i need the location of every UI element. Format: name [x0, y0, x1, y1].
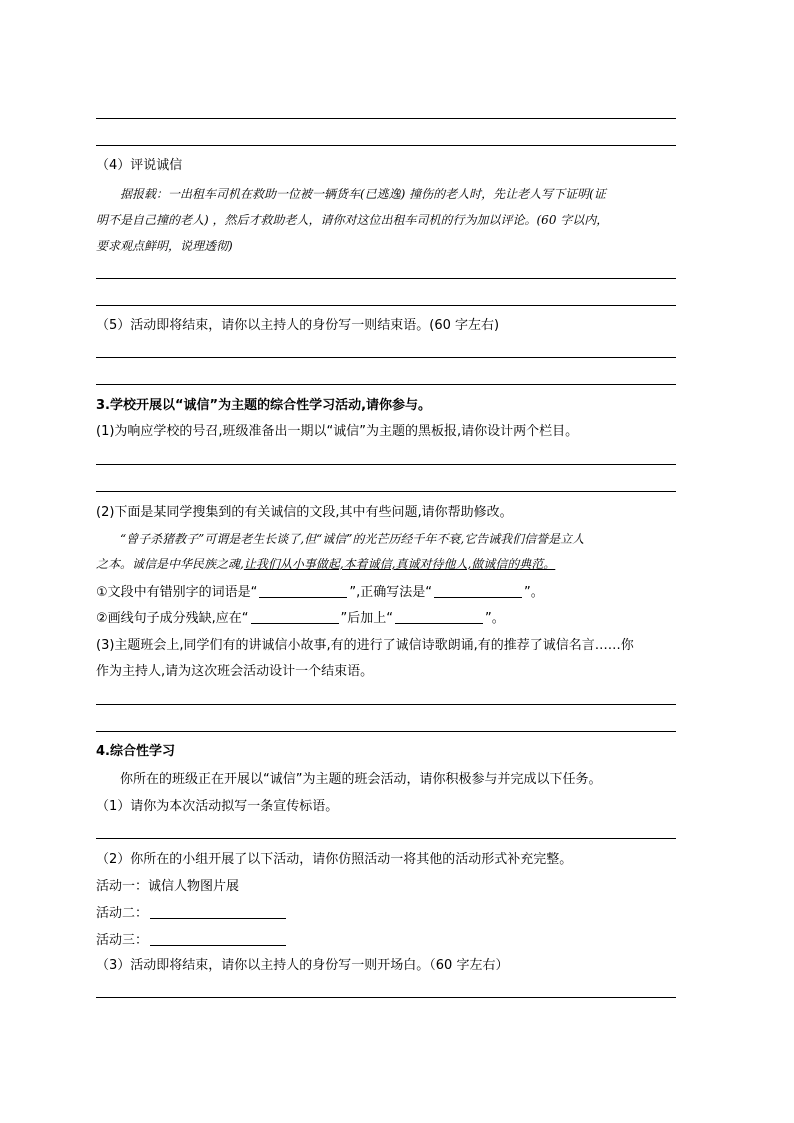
answer-line — [96, 278, 676, 279]
answer-line — [96, 997, 676, 998]
answer-line — [96, 731, 676, 732]
activity-2-label: 活动二： — [96, 906, 149, 921]
q4-body-line-3: 要求观点鲜明，说理透彻) — [96, 239, 233, 253]
activity-3-label: 活动三： — [96, 933, 149, 948]
answer-line — [96, 357, 676, 358]
activity-3 — [96, 932, 286, 949]
fill-blank-wrong-word[interactable] — [259, 584, 347, 598]
answer-line — [96, 118, 676, 119]
item-1-text-c: ”。 — [524, 585, 544, 600]
item-2-text-a: ②画线句子成分残缺,应在“ — [96, 611, 249, 626]
answer-line — [96, 464, 676, 465]
activity-1: 活动一：诚信人物图片展 — [96, 879, 240, 894]
fill-blank-position[interactable] — [251, 610, 339, 624]
passage-line-1: “曾子杀猪教子”可谓是老生长谈了,但“诚信”的光芒历经千年不衰,它告诫我们信誉是立人 — [120, 532, 585, 546]
section-3-q1: (1)为响应学校的号召,班级准备出一期以“诚信”为主题的黑板报,请你设计两个栏目。 — [96, 424, 579, 439]
activity-2 — [96, 905, 286, 922]
passage-line-2-start: 之本。诚信是中华民族之魂, — [96, 557, 244, 571]
section-3-heading: 3.学校开展以“诚信”为主题的综合性学习活动,请你参与。 — [96, 398, 432, 413]
section-4-q2: （2）你所在的小组开展了以下活动，请你仿照活动一将其他的活动形式补充完整。 — [96, 852, 573, 867]
answer-line — [96, 704, 676, 705]
underlined-sentence: 让我们从小事做起,本着诚信,真诚对待他人,做诚信的典范。 — [243, 557, 556, 571]
item-2-text-b: ”后加上“ — [340, 611, 394, 626]
fill-blank-addition[interactable] — [395, 610, 483, 624]
passage-line-2 — [96, 556, 555, 572]
q4-body-line-1: 据报载：一出租车司机在救助一位被一辆货车(已逃逸) 撞伤的老人时，先让老人写下证明(证 — [120, 187, 606, 201]
item-1-text-a: ①文段中有错别字的词语是“ — [96, 585, 258, 600]
item-1 — [96, 584, 544, 601]
section-3-q2: (2)下面是某同学搜集到的有关诚信的文段,其中有些问题,请你帮助修改。 — [96, 505, 513, 520]
section-3-q3-line-2: 作为主持人,请为这次班会活动设计一个结束语。 — [96, 664, 374, 679]
activity-2-blank[interactable] — [150, 905, 286, 919]
answer-line — [96, 384, 676, 385]
answer-line — [96, 305, 676, 306]
answer-line — [96, 491, 676, 492]
q5-title: （5）活动即将结束，请你以主持人的身份写一则结束语。(60 字左右) — [96, 318, 500, 333]
item-1-text-b: ”,正确写法是“ — [349, 585, 432, 600]
q4-body-line-2: 明不是自己撞的老人) ，然后才救助老人，请你对这位出租车司机的行为加以评论。(60 字以内， — [96, 213, 609, 227]
answer-line — [96, 838, 676, 839]
answer-line — [96, 145, 676, 146]
item-2 — [96, 610, 505, 627]
section-4-q1: （1）请你为本次活动拟写一条宣传标语。 — [96, 799, 339, 814]
section-3-q3-line-1: (3)主题班会上,同学们有的讲诚信小故事,有的进行了诚信诗歌朗诵,有的推荐了诚信名言……你 — [96, 638, 634, 653]
q4-title: （4）评说诚信 — [96, 158, 183, 173]
fill-blank-correct-word[interactable] — [434, 584, 522, 598]
section-4-heading: 4.综合性学习 — [96, 744, 175, 759]
activity-3-blank[interactable] — [150, 932, 286, 946]
section-4-intro: 你所在的班级正在开展以“诚信”为主题的班会活动，请你积极参与并完成以下任务。 — [120, 772, 602, 787]
section-4-q3: （3）活动即将结束，请你以主持人的身份写一则开场白。（60 字左右） — [96, 958, 509, 973]
item-2-text-c: ”。 — [485, 611, 505, 626]
